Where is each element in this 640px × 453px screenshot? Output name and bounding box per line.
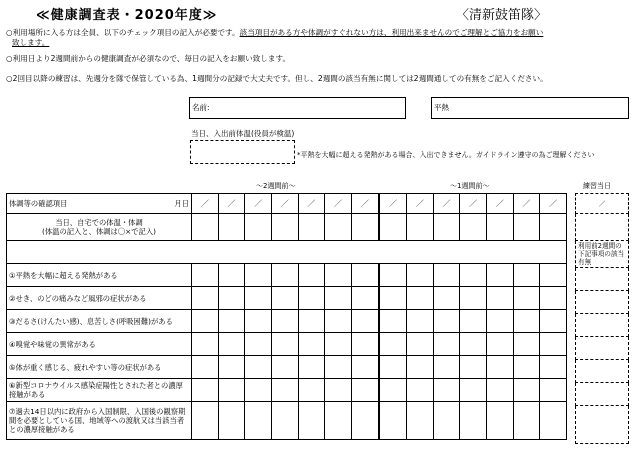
item-check-cell[interactable] — [218, 402, 245, 440]
instruction-2: ○利用日より2週間前からの健康調査が必須なので、毎日の記入をお願い致します。 — [6, 54, 291, 63]
home-check-row — [7, 214, 567, 241]
side-item-row — [576, 360, 629, 383]
home-check-cell[interactable] — [192, 214, 219, 241]
item-check-cell[interactable] — [351, 379, 379, 402]
item-check-cell[interactable] — [433, 379, 460, 402]
item-check-cell[interactable] — [298, 402, 325, 440]
item-check-cell[interactable] — [540, 287, 567, 310]
item-check-cell[interactable] — [379, 287, 407, 310]
instruction-1-cont: 致します。 — [12, 38, 50, 47]
item-check-cell[interactable] — [379, 310, 407, 333]
side-item-cell[interactable] — [576, 383, 629, 406]
side-item-cell[interactable] — [576, 360, 629, 383]
item-check-cell[interactable] — [351, 333, 379, 356]
item-check-cell[interactable] — [245, 379, 272, 402]
side-date-cell[interactable]: ／ — [576, 194, 629, 214]
item-row — [7, 379, 567, 402]
home-check-cell[interactable] — [513, 214, 540, 241]
item-check-cell[interactable] — [218, 356, 245, 379]
item-check-cell[interactable] — [379, 264, 407, 287]
item-check-cell[interactable] — [460, 333, 487, 356]
item-check-cell[interactable] — [245, 356, 272, 379]
item-check-cell[interactable] — [271, 356, 298, 379]
name-field[interactable] — [189, 97, 406, 119]
item-check-cell[interactable] — [379, 402, 407, 440]
item-check-cell[interactable] — [486, 356, 513, 379]
item-check-cell[interactable] — [351, 264, 379, 287]
page-title: ≪健康調査表・2020年度≫ — [36, 8, 218, 23]
item-check-cell[interactable] — [460, 402, 487, 440]
item-check-cell[interactable] — [192, 333, 219, 356]
side-item-cell[interactable] — [576, 337, 629, 360]
side-item-cell[interactable] — [576, 406, 629, 444]
entry-temp-label: 当日、入出前体温(役員が検温) — [191, 129, 295, 138]
home-check-cell[interactable] — [407, 214, 434, 241]
organization-name: 〈清新鼓笛隊〉 — [456, 8, 548, 23]
item-check-cell[interactable] — [192, 402, 219, 440]
item-check-cell[interactable] — [433, 402, 460, 440]
item-check-cell[interactable] — [379, 333, 407, 356]
item-check-cell[interactable] — [540, 264, 567, 287]
health-check-table — [6, 193, 567, 440]
date-cell[interactable]: ／ — [486, 194, 513, 214]
item-check-cell[interactable] — [325, 264, 352, 287]
item-check-cell[interactable] — [271, 287, 298, 310]
item-check-cell[interactable] — [407, 264, 434, 287]
side-item-cell[interactable] — [576, 314, 629, 337]
date-cell[interactable]: ／ — [325, 194, 352, 214]
header-date-label: 月日 — [174, 199, 189, 208]
item-check-cell[interactable] — [513, 287, 540, 310]
side-item-row — [576, 268, 629, 291]
item-check-cell[interactable] — [486, 310, 513, 333]
side-note: 利用前2週間の下記事項の該当有無 — [576, 241, 629, 268]
item-check-cell[interactable] — [325, 333, 352, 356]
item-check-cell[interactable] — [433, 264, 460, 287]
item-check-cell[interactable] — [245, 287, 272, 310]
item-check-cell[interactable] — [271, 402, 298, 440]
item-check-cell[interactable] — [351, 356, 379, 379]
date-cell[interactable]: ／ — [460, 194, 487, 214]
item-check-cell[interactable] — [218, 287, 245, 310]
item-check-cell[interactable] — [379, 379, 407, 402]
entry-note: *平熱を大幅に超える発熱がある場合、入出できません。ガイドライン遵守の為ご理解ください — [297, 151, 595, 159]
home-check-cell[interactable] — [245, 214, 272, 241]
date-cell[interactable]: ／ — [298, 194, 325, 214]
item-check-cell[interactable] — [407, 356, 434, 379]
item-label: ③だるさ(けんたい感)、息苦しさ(呼吸困難)がある — [7, 310, 192, 333]
item-check-cell[interactable] — [540, 379, 567, 402]
home-check-label: 当日、自宅での体温・体調 (体温の記入と、体調は〇×で記入) — [7, 214, 192, 241]
item-check-cell[interactable] — [271, 379, 298, 402]
item-check-cell[interactable] — [245, 310, 272, 333]
item-check-cell[interactable] — [407, 333, 434, 356]
item-label: ⑥新型コロナウイルス感染症陽性とされた者との濃厚接触がある — [7, 379, 192, 402]
item-check-cell[interactable] — [245, 333, 272, 356]
item-row — [7, 310, 567, 333]
item-label: ②せき、のどの痛みなど風邪の症状がある — [7, 287, 192, 310]
side-item-cell[interactable] — [576, 291, 629, 314]
item-check-cell[interactable] — [325, 379, 352, 402]
item-check-cell[interactable] — [460, 287, 487, 310]
item-label: ⑦過去14日以内に政府から入国制限、入国後の観察期間を必要としている国、地域等への渡航又は当該当者との濃厚接触がある — [7, 402, 192, 440]
item-check-cell[interactable] — [460, 310, 487, 333]
instruction-1-text: ○利用場所に入る方は全員、以下のチェック項目の記入が必要です。 — [6, 28, 240, 37]
blank-row — [7, 241, 567, 264]
side-item-cell[interactable] — [576, 268, 629, 291]
item-check-cell[interactable] — [325, 310, 352, 333]
item-check-cell[interactable] — [298, 264, 325, 287]
item-check-cell[interactable] — [298, 333, 325, 356]
home-check-cell[interactable] — [379, 214, 407, 241]
item-check-cell[interactable] — [325, 402, 352, 440]
item-check-cell[interactable] — [245, 264, 272, 287]
item-check-cell[interactable] — [271, 333, 298, 356]
item-check-cell[interactable] — [192, 379, 219, 402]
item-check-cell[interactable] — [245, 402, 272, 440]
item-check-cell[interactable] — [433, 310, 460, 333]
instruction-3: ○2回目以降の練習は、先週分を隊で保管している為、1週間分の記録で大丈夫です。但し、2週間の該当有無に関しては2週間通しての有無をご記入ください。 — [6, 74, 548, 83]
normal-temp-field[interactable] — [431, 97, 629, 119]
date-cell[interactable]: ／ — [271, 194, 298, 214]
home-check-cell[interactable] — [486, 214, 513, 241]
item-check-cell[interactable] — [298, 379, 325, 402]
home-check-cell[interactable] — [218, 214, 245, 241]
date-cell[interactable]: ／ — [540, 194, 567, 214]
item-row — [7, 356, 567, 379]
side-item-row — [576, 314, 629, 337]
item-check-cell[interactable] — [351, 287, 379, 310]
date-cell[interactable]: ／ — [192, 194, 219, 214]
item-label: ①平熱を大幅に超える発熱がある — [7, 264, 192, 287]
item-check-cell[interactable] — [486, 287, 513, 310]
item-check-cell[interactable] — [379, 356, 407, 379]
side-home-row — [576, 214, 629, 241]
side-header-row — [576, 194, 629, 214]
item-check-cell[interactable] — [486, 264, 513, 287]
instruction-1 — [6, 28, 543, 38]
item-label: ⑤体が重く感じる、疲れやすい等の症状がある — [7, 356, 192, 379]
item-check-cell[interactable] — [218, 310, 245, 333]
item-check-cell[interactable] — [351, 402, 379, 440]
item-check-cell[interactable] — [460, 264, 487, 287]
date-cell[interactable]: ／ — [218, 194, 245, 214]
practice-day-label: 練習当日 — [583, 182, 611, 190]
side-home-cell[interactable] — [576, 214, 629, 241]
item-check-cell[interactable] — [513, 356, 540, 379]
home-check-cell[interactable] — [540, 214, 567, 241]
name-label: 名前: — [192, 103, 210, 112]
home-check-cell[interactable] — [298, 214, 325, 241]
side-note-row — [576, 241, 629, 268]
home-check-cell[interactable] — [460, 214, 487, 241]
item-check-cell[interactable] — [325, 356, 352, 379]
item-check-cell[interactable] — [218, 379, 245, 402]
item-check-cell[interactable] — [325, 287, 352, 310]
item-check-cell[interactable] — [540, 333, 567, 356]
header-cell — [7, 194, 192, 214]
item-check-cell[interactable] — [486, 402, 513, 440]
item-check-cell[interactable] — [433, 287, 460, 310]
item-check-cell[interactable] — [460, 379, 487, 402]
item-check-cell[interactable] — [540, 310, 567, 333]
item-check-cell[interactable] — [218, 333, 245, 356]
item-check-cell[interactable] — [513, 402, 540, 440]
header-item-label: 体調等の確認項目 — [9, 199, 68, 208]
entry-temp-field[interactable] — [190, 140, 295, 164]
item-check-cell[interactable] — [513, 310, 540, 333]
item-check-cell[interactable] — [433, 333, 460, 356]
header-row — [7, 194, 567, 214]
item-check-cell[interactable] — [540, 356, 567, 379]
item-check-cell[interactable] — [298, 310, 325, 333]
home-check-cell[interactable] — [351, 214, 379, 241]
blank-cell — [7, 241, 567, 264]
item-check-cell[interactable] — [218, 264, 245, 287]
side-item-row — [576, 291, 629, 314]
item-check-cell[interactable] — [540, 402, 567, 440]
home-check-cell[interactable] — [325, 214, 352, 241]
item-row — [7, 333, 567, 356]
item-check-cell[interactable] — [513, 333, 540, 356]
item-row — [7, 287, 567, 310]
date-cell[interactable]: ／ — [245, 194, 272, 214]
item-check-cell[interactable] — [407, 287, 434, 310]
date-cell[interactable]: ／ — [433, 194, 460, 214]
item-check-cell[interactable] — [192, 264, 219, 287]
item-check-cell[interactable] — [192, 356, 219, 379]
date-cell[interactable]: ／ — [379, 194, 407, 214]
item-check-cell[interactable] — [486, 333, 513, 356]
date-cell[interactable]: ／ — [351, 194, 379, 214]
item-check-cell[interactable] — [460, 356, 487, 379]
item-check-cell[interactable] — [513, 379, 540, 402]
period-1week: ～1週間前～ — [450, 182, 490, 190]
item-check-cell[interactable] — [407, 379, 434, 402]
item-check-cell[interactable] — [271, 310, 298, 333]
side-item-row — [576, 337, 629, 360]
item-check-cell[interactable] — [192, 287, 219, 310]
home-check-cell[interactable] — [433, 214, 460, 241]
item-check-cell[interactable] — [407, 310, 434, 333]
home-check-cell[interactable] — [271, 214, 298, 241]
item-check-cell[interactable] — [513, 264, 540, 287]
item-check-cell[interactable] — [271, 264, 298, 287]
instruction-1-emphasis: 該当項目がある方や体調がすぐれない方は、利用出来ませんのでご理解とご協力をお願い — [239, 28, 544, 37]
practice-day-column — [575, 193, 629, 444]
item-row — [7, 264, 567, 287]
date-cell[interactable]: ／ — [407, 194, 434, 214]
side-item-row — [576, 383, 629, 406]
item-check-cell[interactable] — [407, 402, 434, 440]
item-check-cell[interactable] — [351, 310, 379, 333]
period-2weeks: ～2週間前～ — [256, 182, 296, 190]
item-check-cell[interactable] — [486, 379, 513, 402]
normal-temp-label: 平熱 — [434, 103, 449, 112]
item-check-cell[interactable] — [298, 287, 325, 310]
date-cell[interactable]: ／ — [513, 194, 540, 214]
side-item-row — [576, 406, 629, 444]
item-row — [7, 402, 567, 440]
item-check-cell[interactable] — [298, 356, 325, 379]
item-check-cell[interactable] — [192, 310, 219, 333]
item-check-cell[interactable] — [433, 356, 460, 379]
item-label: ④嗅覚や味覚の異常がある — [7, 333, 192, 356]
